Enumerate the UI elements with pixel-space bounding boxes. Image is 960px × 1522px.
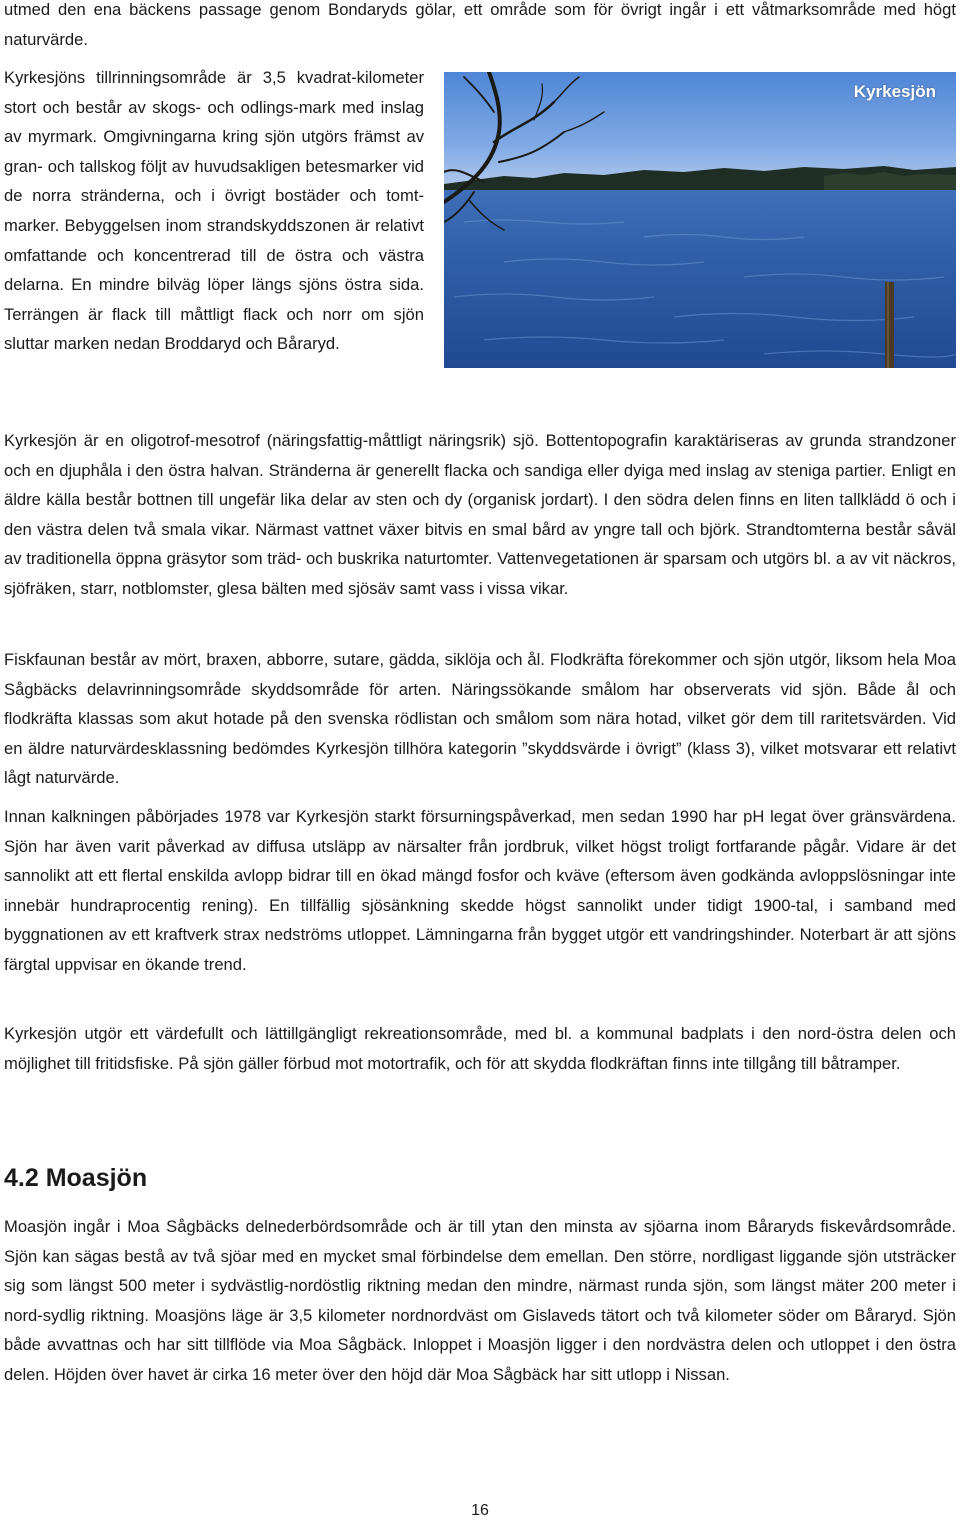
paragraph-catchment: Kyrkesjöns tillrinningsområde är 3,5 kvadrat-kilometer stort och består av skogs- och odlings-mark med inslag av myrmark. Omgivningarna kring sjön utgörs främst av gran- och tallskog följt av huvudsakligen betesmarker vid de norra stränderna, och i övrigt bostäder och tomt-marker. Bebyggelsen inom strandskyddszonen är relativt omfattande och koncentrerad till de östra och västra delarna. En mindre bilväg löper längs sjöns östra sida. Terrängen är flack till måttligt flack och norr om sjön sluttar marken nedan Broddaryd och Båraryd. [4,68,424,354]
far-shore-shape [824,172,956,190]
paragraph-intro-continued: utmed den ena bäckens passage genom Bondaryds gölar, ett område som för övrigt ingår i ett våtmarksområde med högt naturvärde. [4,0,956,49]
paragraph-moasjon: Moasjön ingår i Moa Sågbäcks delnederbördsområde och är till ytan den minsta av sjöarna inom Båraryds fiskevårdsområde. Sjön kan sägas bestå av två sjöar med en mycket smal förbindelse dem emellan. Den större, nordligast liggande sjön utsträcker sig som längst 500 meter i sydvästlig-nordöstlig riktning medan den mindre, närmast runda sjön, som längst mäter 200 meter i nord-sydlig riktning. Moasjöns läge är 3,5 kilometer nordnordväst om Gislaveds tätort och två kilometer söder om Båraryd. Sjön både avvattnas och har sitt tillflöde via Moa Sågbäck. Inloppet i Moasjön ligger i den nordvästra delen och utloppet i den östra delen. Höjden över havet är cirka 16 meter över den höjd där Moa Sågbäck har sitt utlopp i Nissan. [4,1217,956,1384]
paragraph-recreation: Kyrkesjön utgör ett värdefullt och lättillgängligt rekreationsområde, med bl. a kommunal badplats i den nord-östra delen och möjlighet till fritidsfiske. På sjön gäller förbud mot motortrafik, och för att skydda flodkräftan finns inte tillgång till båtramper. [4,1024,956,1073]
photo-caption: Kyrkesjön [853,82,936,101]
wooden-post-highlight [887,282,889,368]
section-heading: 4.2 Moasjön [4,1164,148,1192]
wooden-post-shape [885,282,894,368]
lake-photo [444,72,956,368]
page-number: 16 [471,1502,489,1519]
paragraph-fish-fauna: Fiskfaunan består av mört, braxen, abborre, sutare, gädda, siklöja och ål. Flodkräfta förekommer och sjön utgör, liksom hela Moa Sågbäcks delavrinningsområde skyddsområde för arten. Näringssökande smålom har observerats vid sjön. Både ål och flodkräfta klassas som akut hotade på den svenska rödlistan och smålom som nära hotad, vilket gör dem till raritetsvärden. Vid en äldre naturvärdesklassning bedömdes Kyrkesjön tillhöra kategorin ”skyddsvärde i övrigt” (klass 3), vilket motsvarar ett relativt lågt naturvärde. [4,650,956,788]
water-shape [444,190,956,368]
paragraph-lake-description: Kyrkesjön är en oligotrof-mesotrof (näringsfattig-måttligt näringsrik) sjö. Bottentopografin karaktäriseras av grunda strandzoner och en djuphåla i den östra halvan. Stränderna är generellt flacka och sandiga eller dyiga med inslag av steniga partier. Enligt en äldre källa består bottnen till ungefär lika delar av sten och dy (organisk jordart). I den södra delen finns en liten tallklädd ö och i den västra delen två smala vikar. Närmast vattnet växer bitvis en smal bård av yngre tall och björk. Strandtomterna består såväl av traditionella öppna gräsytor som träd- och buskrika naturtomter. Vattenvegetationen är sparsam och utgörs bl. a av vit näckros, sjöfräken, starr, notblomster, glesa bälten med sjösäv samt vass i vissa vikar. [4,431,956,598]
paragraph-acidification: Innan kalkningen påbörjades 1978 var Kyrkesjön starkt försurningspåverkad, men sedan 1990 har pH legat över gränsvärdena. Sjön har även varit påverkad av diffusa utsläpp av närsalter från jordbruk, vilket högst troligt fortfarande pågår. Vidare är det sannolikt att ett flertal enskilda avlopp bidrar till en ökad mängd fosfor och kväve (eftersom även godkända avloppslösningar inte innebär hundraprocentig rening). En tillfällig sjösänkning skedde högst sannolikt under tidigt 1900-tal, i samband med byggnationen av ett kraftverk strax nedströms utloppet. Lämningarna från bygget utgör ett vandringshinder. Noterbart är att sjöns färgtal uppvisar en ökande trend. [4,807,956,974]
lake-photo-image [444,72,956,368]
